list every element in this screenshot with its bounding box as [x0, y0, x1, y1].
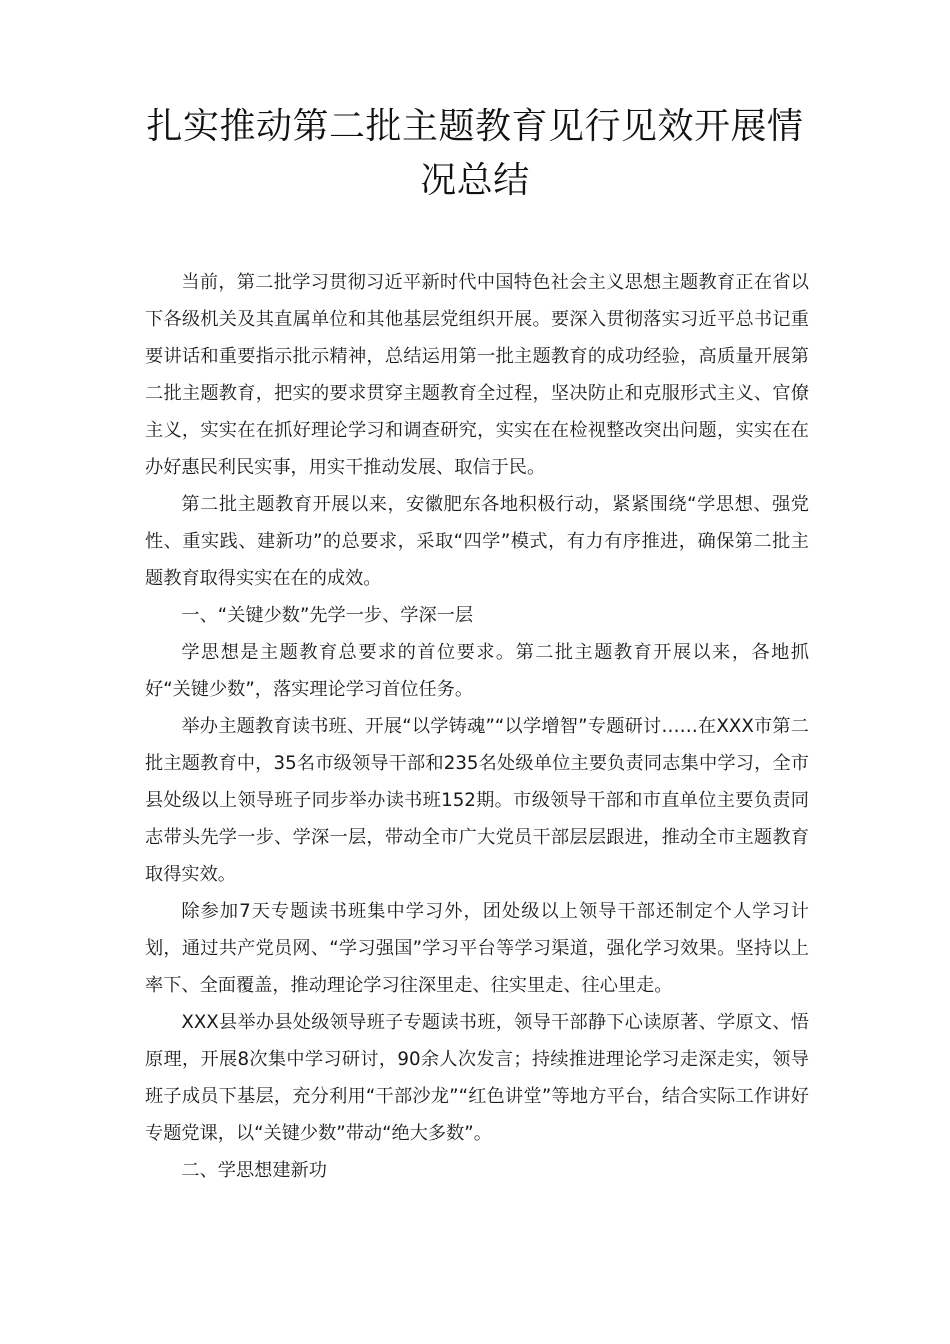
- section-heading-2: 二、学思想建新功: [181, 1160, 327, 1181]
- paragraph-study-priority: 学思想是主题教育总要求的首位要求。第二批主题教育开展以来，各地抓好“关键少数”，落实理论学习首位任务。: [145, 642, 809, 700]
- document-title: 扎实推动第二批主题教育见行见效开展情况总结: [146, 106, 804, 201]
- document-body: [145, 264, 809, 1189]
- paragraph-intro: 当前，第二批学习贯彻习近平新时代中国特色社会主义思想主题教育正在省以下各级机关及其直属单位和其他基层党组织开展。要深入贯彻落实习近平总书记重要讲话和重要指示批示精神，总结运用第一批主题教育的成功经验，高质量开展第二批主题教育，把实的要求贯穿主题教育全过程，坚决防止和克服形式主义、官僚主义，实实在在抓好理论学习和调查研究，实实在在检视整改突出问题，实实在在办好惠民利民实事，用实干推动发展、取信于民。: [145, 272, 809, 478]
- section-heading-1: 一、“关键少数”先学一步、学深一层: [181, 605, 474, 626]
- paragraph-county-class: XXX县举办县处级领导班子专题读书班，领导干部静下心读原著、学原文、悟原理，开展8次集中学习研讨，90余人次发言；持续推进理论学习走深走实，领导班子成员下基层，充分利用“干部沙龙”“红色讲堂”等地方平台，结合实际工作讲好专题党课，以“关键少数”带动“绝大多数”。: [145, 1012, 809, 1144]
- paragraph-reading-class: 举办主题教育读书班、开展“以学铸魂”“以学增智”专题研讨……在XXX市第二批主题教育中，35名市级领导干部和235名处级单位主要负责同志集中学习，全市县处级以上领导班子同步举办读书班152期。市级领导干部和市直单位主要负责同志带头先学一步、学深一层，带动全市广大党员干部层层跟进，推动全市主题教育取得实效。: [145, 716, 809, 885]
- paragraph-study-plan: 除参加7天专题读书班集中学习外，团处级以上领导干部还制定个人学习计划，通过共产党员网、“学习强国”学习平台等学习渠道，强化学习效果。坚持以上率下、全面覆盖，推动理论学习往深里走、往实里走、往心里走。: [145, 901, 809, 996]
- paragraph-overview: 第二批主题教育开展以来，安徽肥东各地积极行动，紧紧围绕“学思想、强党性、重实践、建新功”的总要求，采取“四学”模式，有力有序推进，确保第二批主题教育取得实实在在的成效。: [145, 494, 809, 589]
